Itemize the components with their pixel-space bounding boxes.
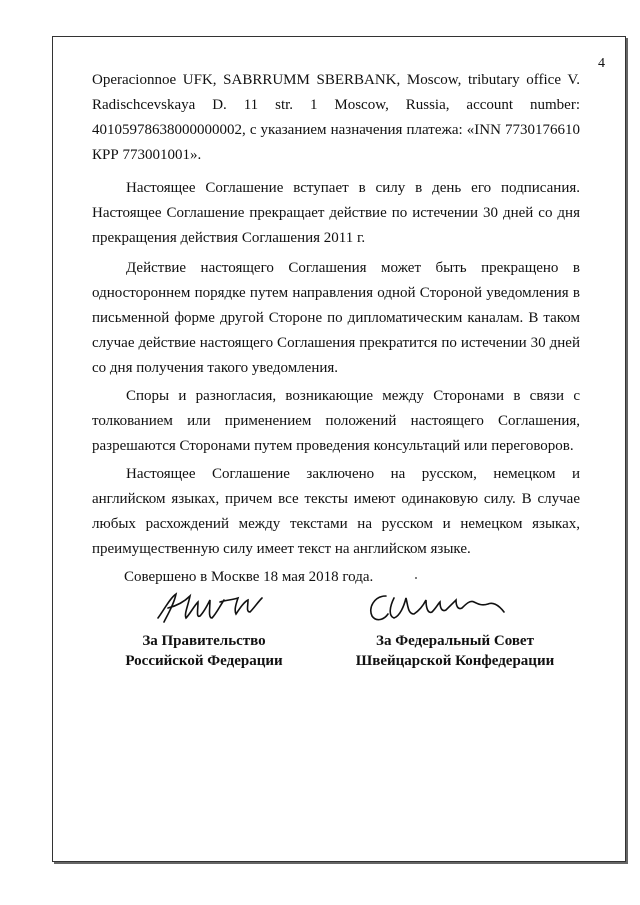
russian-signature bbox=[150, 588, 270, 628]
russia-signatory-line2: Российской Федерации bbox=[125, 653, 283, 669]
switzerland-signatory-line2: Швейцарской Конфедерации bbox=[355, 653, 555, 669]
swiss-signature bbox=[364, 588, 514, 628]
entry-into-force-paragraph: Настоящее Соглашение вступает в силу в день его подписания. Настоящее Соглашение прекращает действие по истечении 30 дней со дня прекращения действия Соглашения 2011 г. bbox=[92, 180, 580, 246]
switzerland-signatory-line1: За Федеральный Совет bbox=[376, 633, 534, 649]
russia-signatory-block bbox=[104, 631, 304, 671]
switzerland-signatory-block bbox=[330, 631, 580, 671]
termination-paragraph: Действие настоящего Соглашения может быть прекращено в одностороннем порядке путем направления одной Стороной уведомления в письменной форме другой Стороне по дипломатическим каналам. В таком случае действие настоящего Соглашения прекратится по истечении 30 дней со дня получения такого уведомления. bbox=[92, 260, 580, 376]
done-at-paragraph: Совершено в Москве 18 мая 2018 года. bbox=[124, 569, 374, 585]
disputes-paragraph: Споры и разногласия, возникающие между Сторонами в связи с толкованием или применением положений настоящего Соглашения, разрешаются Сторонами путем проведения консультаций или переговоров. bbox=[92, 388, 580, 454]
ink-dot bbox=[415, 577, 417, 579]
languages-paragraph: Настоящее Соглашение заключено на русском, немецком и английском языках, причем все тексты имеют одинаковую силу. В случае любых расхождений между текстами на русском и немецком языках, преимущественную силу имеет текст на английском языке. bbox=[92, 466, 580, 557]
page-number: 4 bbox=[598, 56, 605, 71]
russia-signatory-line1: За Правительство bbox=[142, 633, 266, 649]
payment-details-paragraph: Operacionnoe UFK, SABRRUMM SBERBANK, Moscow, tributary office V. Radischcevskaya D. 11 str. 1 Moscow, Russia, account number: 40105978638000000002, с указанием назначения платежа: «INN 7730176610 КРР 773001001». bbox=[92, 72, 580, 163]
